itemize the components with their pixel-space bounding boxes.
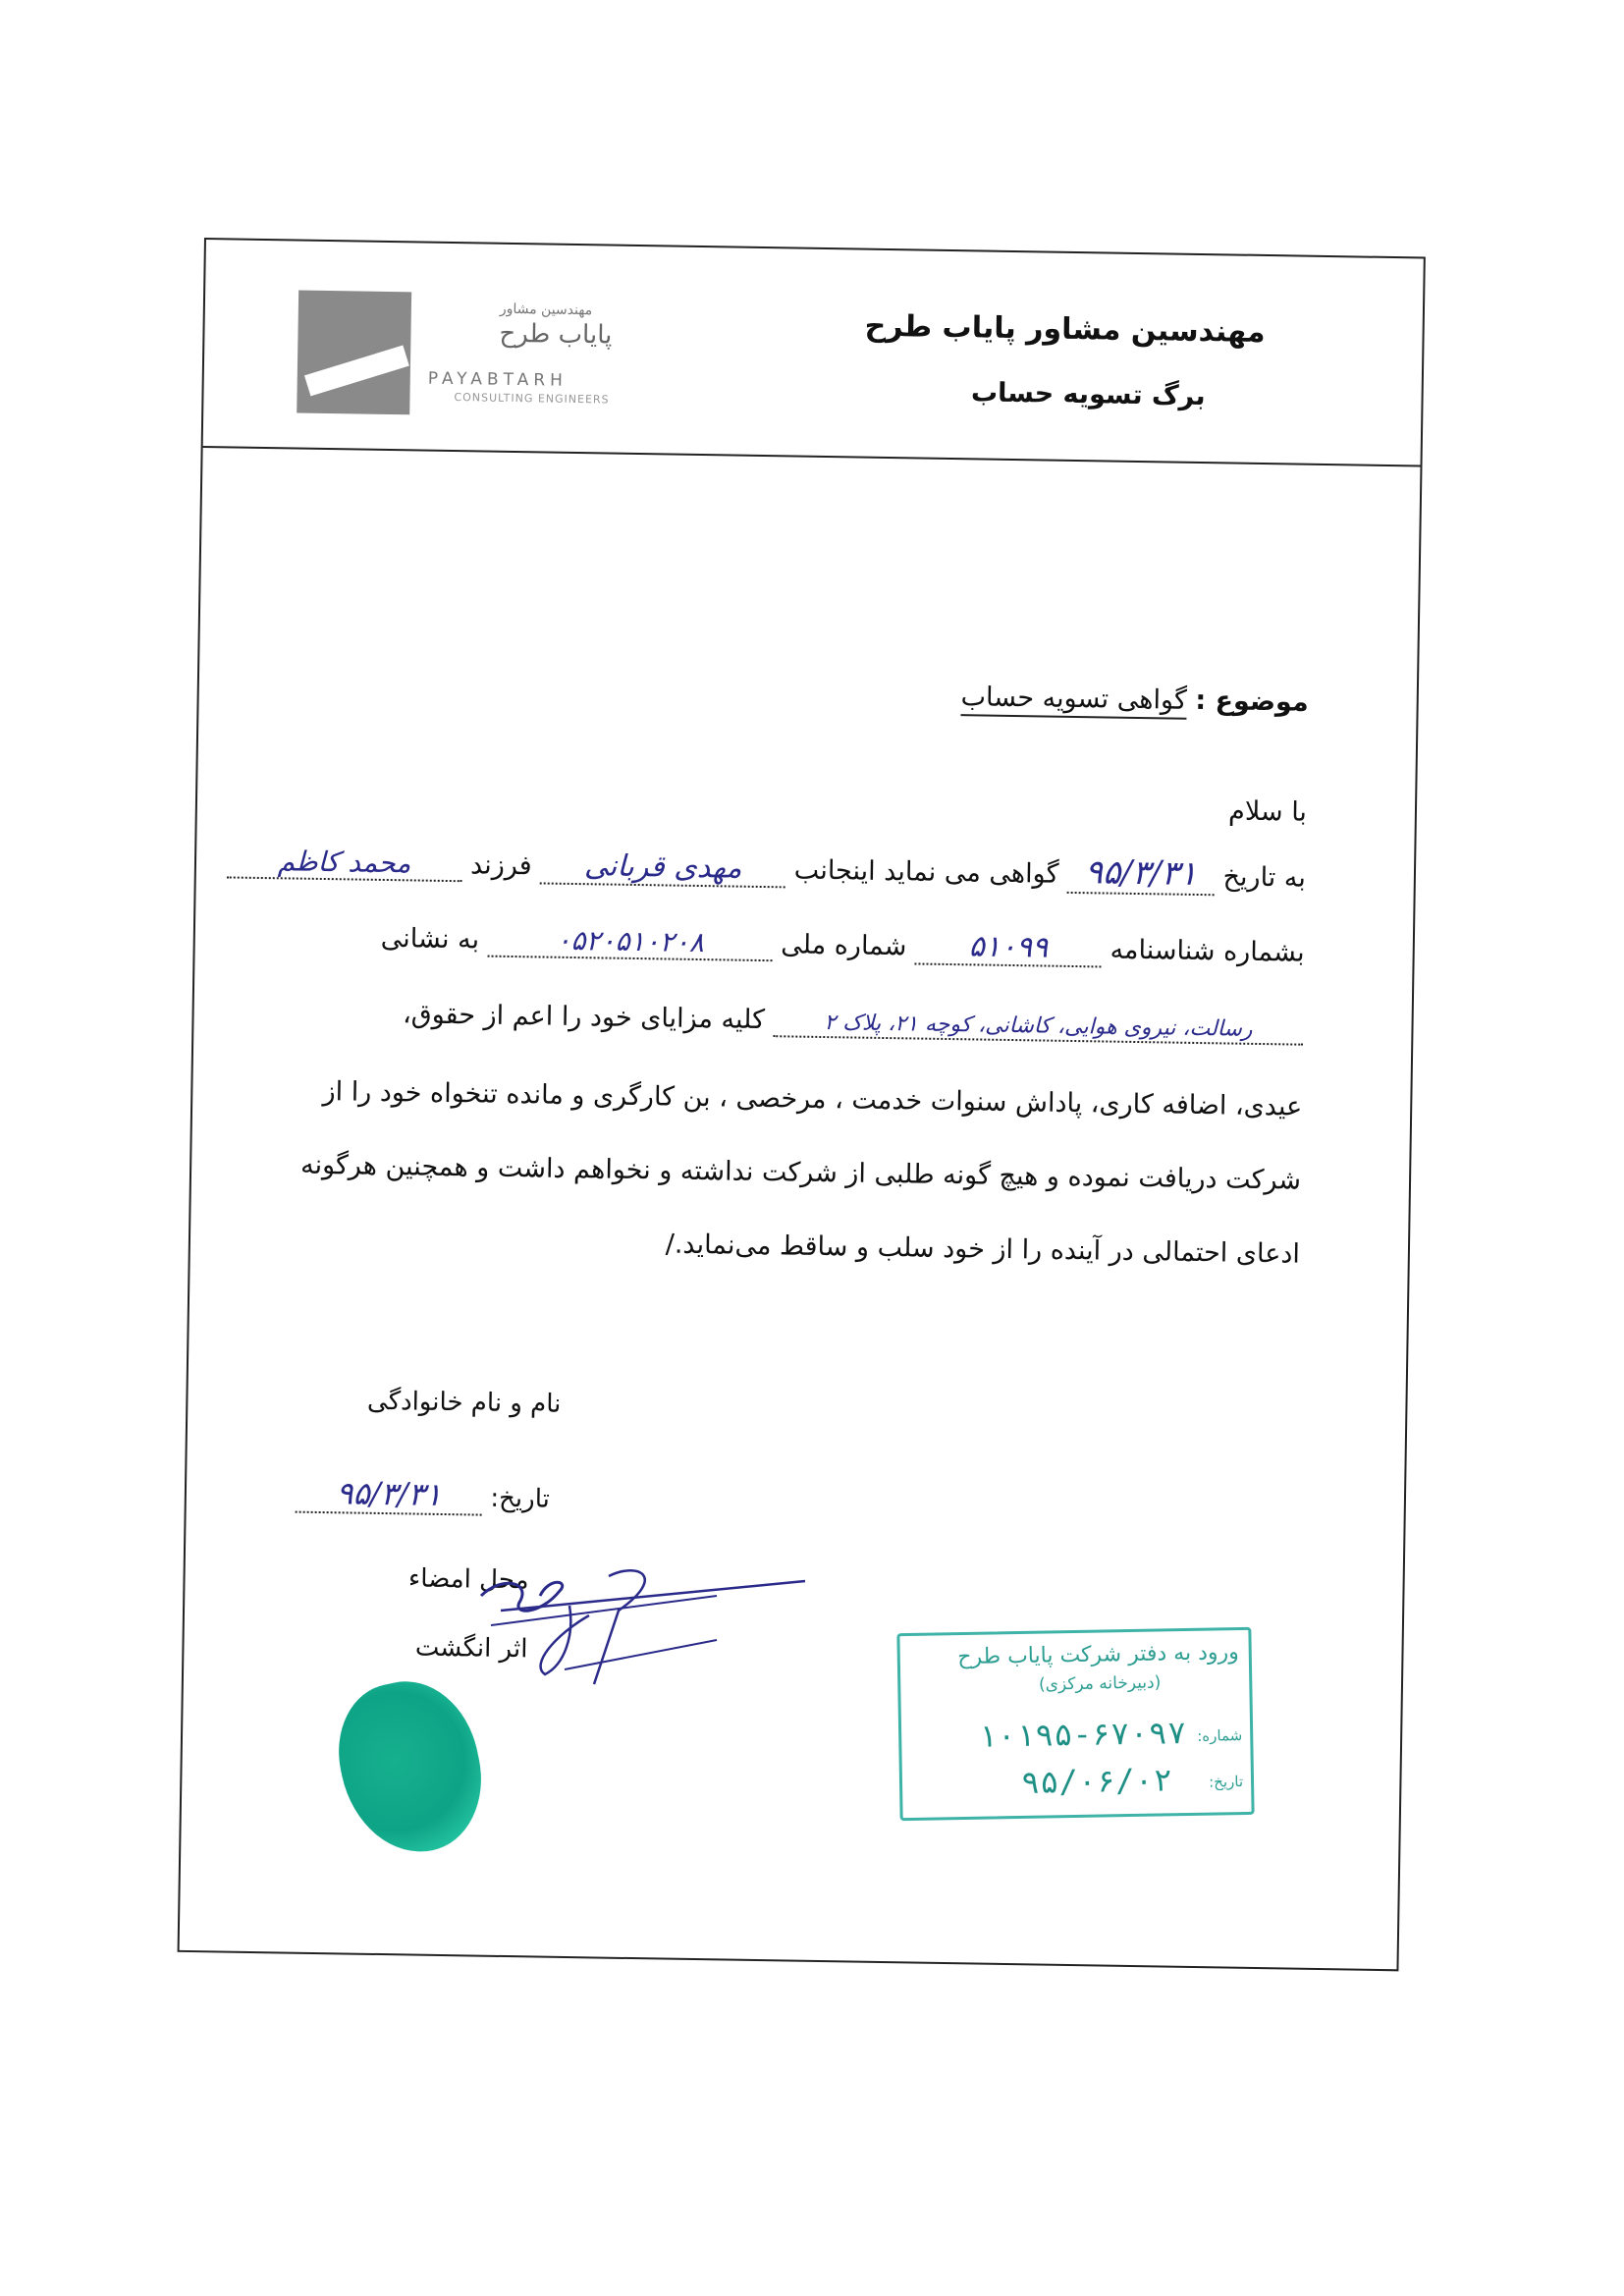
subject-line xyxy=(960,682,1309,718)
line2-part2: شماره ملی xyxy=(781,929,907,962)
body-line-3 xyxy=(403,999,1304,1045)
subject-text: گواهی تسویه حساب xyxy=(960,682,1187,720)
handwritten-signature xyxy=(471,1557,825,1689)
logo-brand-fa: پایاب طرح xyxy=(499,318,613,351)
name-label: نام و نام خانوادگی xyxy=(366,1386,562,1419)
body-line-6: ادعای احتمالی در آینده را از خود سلب و ساقط می‌نماید./ xyxy=(665,1229,1301,1270)
company-logo-mark xyxy=(297,291,411,415)
stamp-number-label: شماره: xyxy=(1197,1726,1243,1745)
line1-part1: به تاریخ xyxy=(1222,861,1307,894)
subject-label: موضوع : xyxy=(1195,684,1309,718)
line3-text: کلیه مزایای خود را اعم از حقوق، xyxy=(402,999,766,1036)
line2-part1: بشماره شناسنامه xyxy=(1110,934,1305,968)
logo-small-text: مهندسین مشاور xyxy=(499,301,593,319)
handwritten-father-name: محمد کاظم xyxy=(277,845,411,880)
stamp-date-value: ۹۵/۰۶/۰۲ xyxy=(1020,1761,1173,1801)
handwritten-national-id: ۰۵۲۰۵۱۰۲۰۸ xyxy=(556,923,705,959)
signature-date-label: تاریخ: xyxy=(490,1483,551,1514)
logo-brand-en: PAYABTARH xyxy=(427,368,568,391)
handwritten-address: رسالت، نیروی هوایی، کاشانی، کوچه ۲۱، پلاک ۲ xyxy=(824,1011,1253,1042)
body-line-4: عیدی، اضافه کاری، پاداش سنوات خدمت ، مرخصی ، بن کارگری و مانده تنخواه خود را از xyxy=(322,1076,1303,1122)
stamp-date-label: تاریخ: xyxy=(1208,1773,1244,1791)
company-name: مهندسین مشاور پایاب طرح xyxy=(864,308,1266,350)
handwritten-id-number: ۵۱۰۹۹ xyxy=(968,929,1049,965)
handwritten-date: ۹۵/۳/۳۱ xyxy=(1084,852,1198,894)
body-line-5: شرکت دریافت نموده و هیچ گونه طلبی از شرکت نداشته و نخواهم داشت و همچنین هرگونه xyxy=(299,1149,1302,1196)
handwritten-name: مهدی قربانی xyxy=(583,848,742,886)
signature-date-value: ۹۵/۳/۳۱ xyxy=(336,1474,443,1513)
line1-part3: فرزند xyxy=(469,849,532,882)
body-line-2 xyxy=(380,920,1305,971)
line2-part3: به نشانی xyxy=(380,922,480,956)
signature-date-line xyxy=(296,1474,550,1517)
greeting: با سلام xyxy=(1227,795,1308,828)
stamp-number-value: ۱۰۱۹۵-۶۷۰۹۷ xyxy=(977,1714,1187,1755)
form-title: برگ تسویه حساب xyxy=(970,377,1206,412)
logo-subtitle-en: CONSULTING ENGINEERS xyxy=(454,391,610,407)
thumb-label: اثر انگشت xyxy=(414,1632,528,1665)
sign-place-label: محل امضاء xyxy=(407,1563,529,1596)
stamp-title: ورود به دفتر شرکت پایاب طرح xyxy=(957,1640,1239,1670)
registry-stamp xyxy=(896,1627,1254,1821)
stamp-subtitle: (دبیرخانه مرکزی) xyxy=(1038,1672,1162,1695)
form-header xyxy=(203,240,1424,466)
body-line-1 xyxy=(226,839,1306,897)
line1-part2: گواهی می نماید اینجانب xyxy=(793,854,1059,890)
